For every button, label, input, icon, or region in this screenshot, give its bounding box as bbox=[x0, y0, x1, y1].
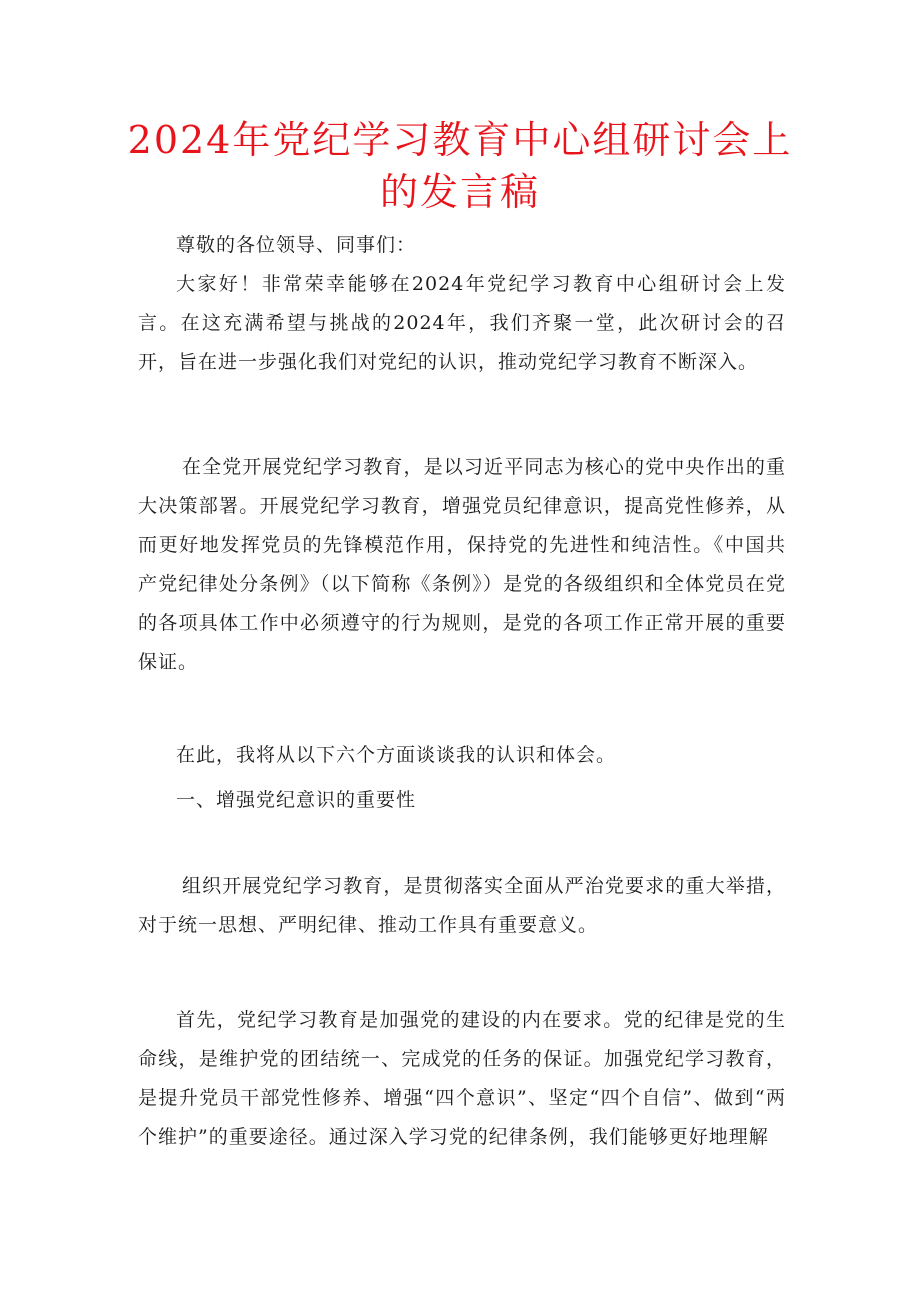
paragraph-first-point: 首先，党纪学习教育是加强党的建设的内在要求。党的纪律是党的生命线，是维护党的团结统一、完成党的任务的保证。加强党纪学习教育，是提升党员干部党性修养、增强“四个意识”、坚定“四个自信”、做到“两个维护”的重要途径。通过深入学习党的纪律条例，我们能够更好地理解 bbox=[138, 1009, 786, 1148]
salutation: 尊敬的各位领导、同事们： bbox=[176, 234, 417, 256]
document-title: 2024年党纪学习教育中心组研讨会上的发言稿 bbox=[127, 118, 793, 214]
paragraph-background: 在全党开展党纪学习教育，是以习近平同志为核心的党中央作出的重大决策部署。开展党纪学习教育，增强党员纪律意识，提高党性修养，从而更好地发挥党员的先锋模范作用，保持党的先进性和纯洁性。《中国共产党纪律处分条例》（以下简称《条例》）是党的各级组织和全体党员在党的各项具体工作中必须遵守的行为规则，是党的各项工作正常开展的重要保证。 bbox=[138, 456, 786, 673]
section-heading-1: 一、增强党纪意识的重要性 bbox=[176, 789, 417, 811]
paragraph-opening: 大家好！非常荣幸能够在2024年党纪学习教育中心组研讨会上发言。在这充满希望与挑战的2024年，我们齐聚一堂，此次研讨会的召开，旨在进一步强化我们对党纪的认识，推动党纪学习教育不断深入。 bbox=[138, 273, 786, 373]
paragraph-section-intro: 组织开展党纪学习教育，是贯彻落实全面从严治党要求的重大举措，对于统一思想、严明纪律、推动工作具有重要意义。 bbox=[138, 875, 786, 936]
paragraph-outline: 在此，我将从以下六个方面谈谈我的认识和体会。 bbox=[176, 744, 617, 766]
